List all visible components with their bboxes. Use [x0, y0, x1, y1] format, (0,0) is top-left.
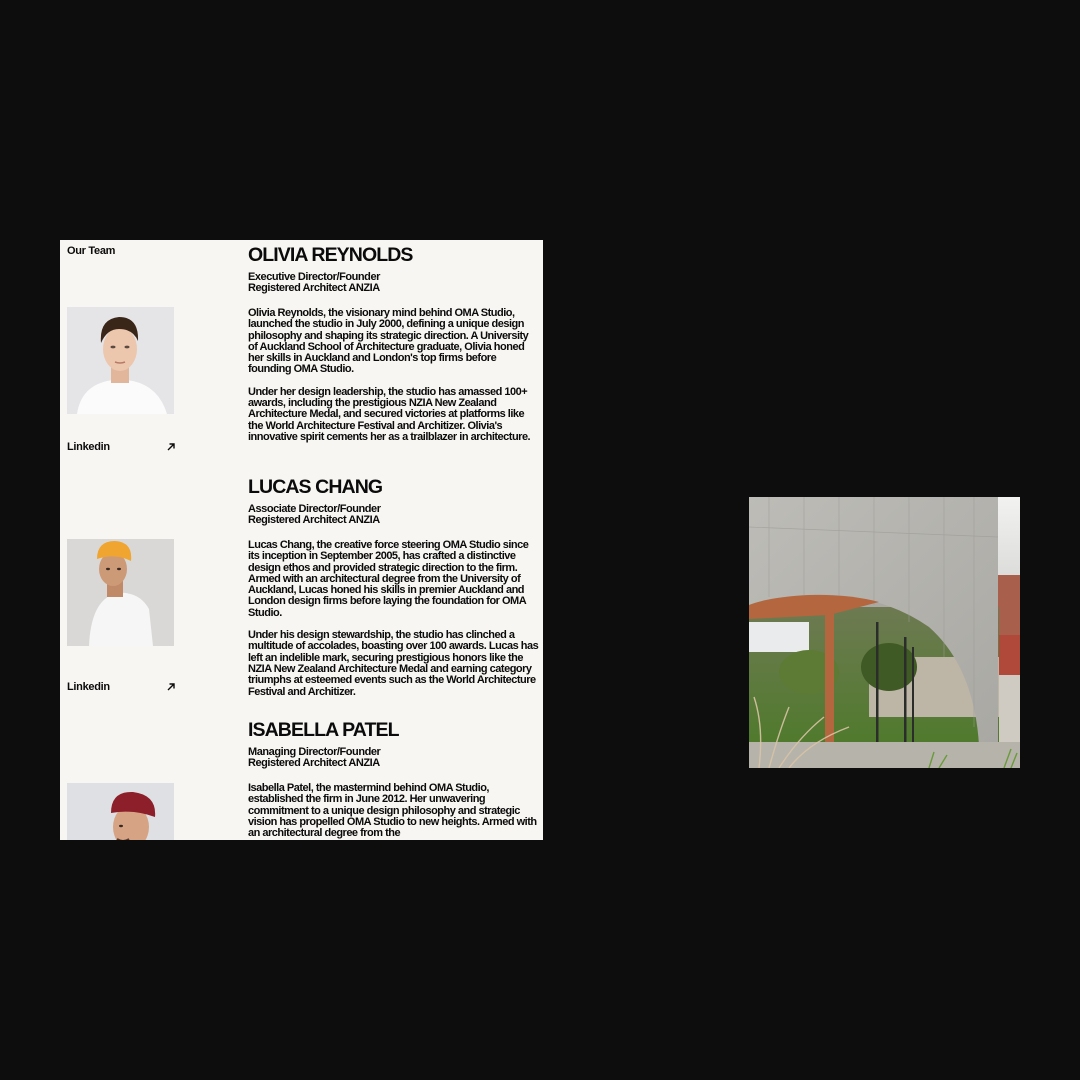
member-name: OLIVIA REYNOLDS [248, 244, 413, 266]
arrow-up-right-icon [167, 443, 175, 451]
portrait-man-orange-beanie [67, 539, 174, 646]
member-role: Executive Director/Founder [248, 271, 380, 283]
member-role: Associate Director/Founder [248, 503, 381, 515]
member-bio [248, 540, 540, 709]
portrait-man-red-beanie [67, 783, 174, 840]
linkedin-label: Linkedin [67, 681, 110, 693]
arrow-up-right-icon [167, 683, 175, 691]
member-bio [248, 783, 540, 840]
section-label: Our Team [67, 245, 116, 257]
member-portrait [67, 307, 174, 414]
bio-paragraph: Lucas Chang, the creative force steering OMA Studio since its inception in September 2005, has crafted a distinctive design ethos and provided strategic direction to the firm. Armed with an architectural degree from the University of Auckland, Lucas honed his skills in premier Auckland and London design firms before laying the foundation for OMA Studio. [248, 539, 529, 619]
bio-paragraph: Isabella Patel, the mastermind behind OMA Studio, established the firm in June 2012. Her unwavering commitment to a unique design philosophy and strategic vision has propelled OMA Studio to new heights. Armed with an architectural degree from the [248, 782, 537, 840]
member-roles [248, 747, 380, 770]
member-roles [248, 272, 380, 295]
member-portrait [67, 783, 174, 840]
team-page-screenshot [60, 240, 543, 840]
portrait-man-white-tee [67, 307, 174, 414]
member-name: ISABELLA PATEL [248, 719, 399, 741]
bio-paragraph: Olivia Reynolds, the visionary mind behind OMA Studio, launched the studio in July 2000, defining a unique design philosophy and shaping its strategic direction. A University of Auckland School of Architecture graduate, Olivia honed her skills in Auckland and London's top firms before founding OMA Studio. [248, 307, 529, 376]
member-credential: Registered Architect ANZIA [248, 757, 380, 770]
member-roles [248, 504, 381, 527]
member-credential: Registered Architect ANZIA [248, 514, 380, 527]
linkedin-link[interactable] [67, 681, 175, 693]
member-portrait [67, 539, 174, 646]
linkedin-link[interactable] [67, 441, 175, 453]
bio-paragraph: Under his design stewardship, the studio has clinched a multitude of accolades, boasting over 100 awards. Lucas has left an indelible mark, securing prestigious honors like the NZIA New Zealand Architecture Medal and earning category triumphs at esteemed events such as the World Architecture Festival and Architizer. [248, 629, 539, 698]
bio-paragraph: Under her design leadership, the studio has amassed 100+ awards, including the prestigious NZIA New Zealand Architecture Medal, and secured victories at platforms like the World Architecture Festival and Architizer. Olivia's innovative spirit cements her as a trailblazer in architecture. [248, 385, 531, 443]
architecture-photo [749, 497, 1020, 768]
linkedin-label: Linkedin [67, 441, 110, 453]
member-credential: Registered Architect ANZIA [248, 282, 380, 295]
member-name: LUCAS CHANG [248, 476, 383, 498]
concrete-arch-building-image [749, 497, 1020, 768]
member-bio [248, 308, 540, 454]
member-role: Managing Director/Founder [248, 746, 381, 758]
